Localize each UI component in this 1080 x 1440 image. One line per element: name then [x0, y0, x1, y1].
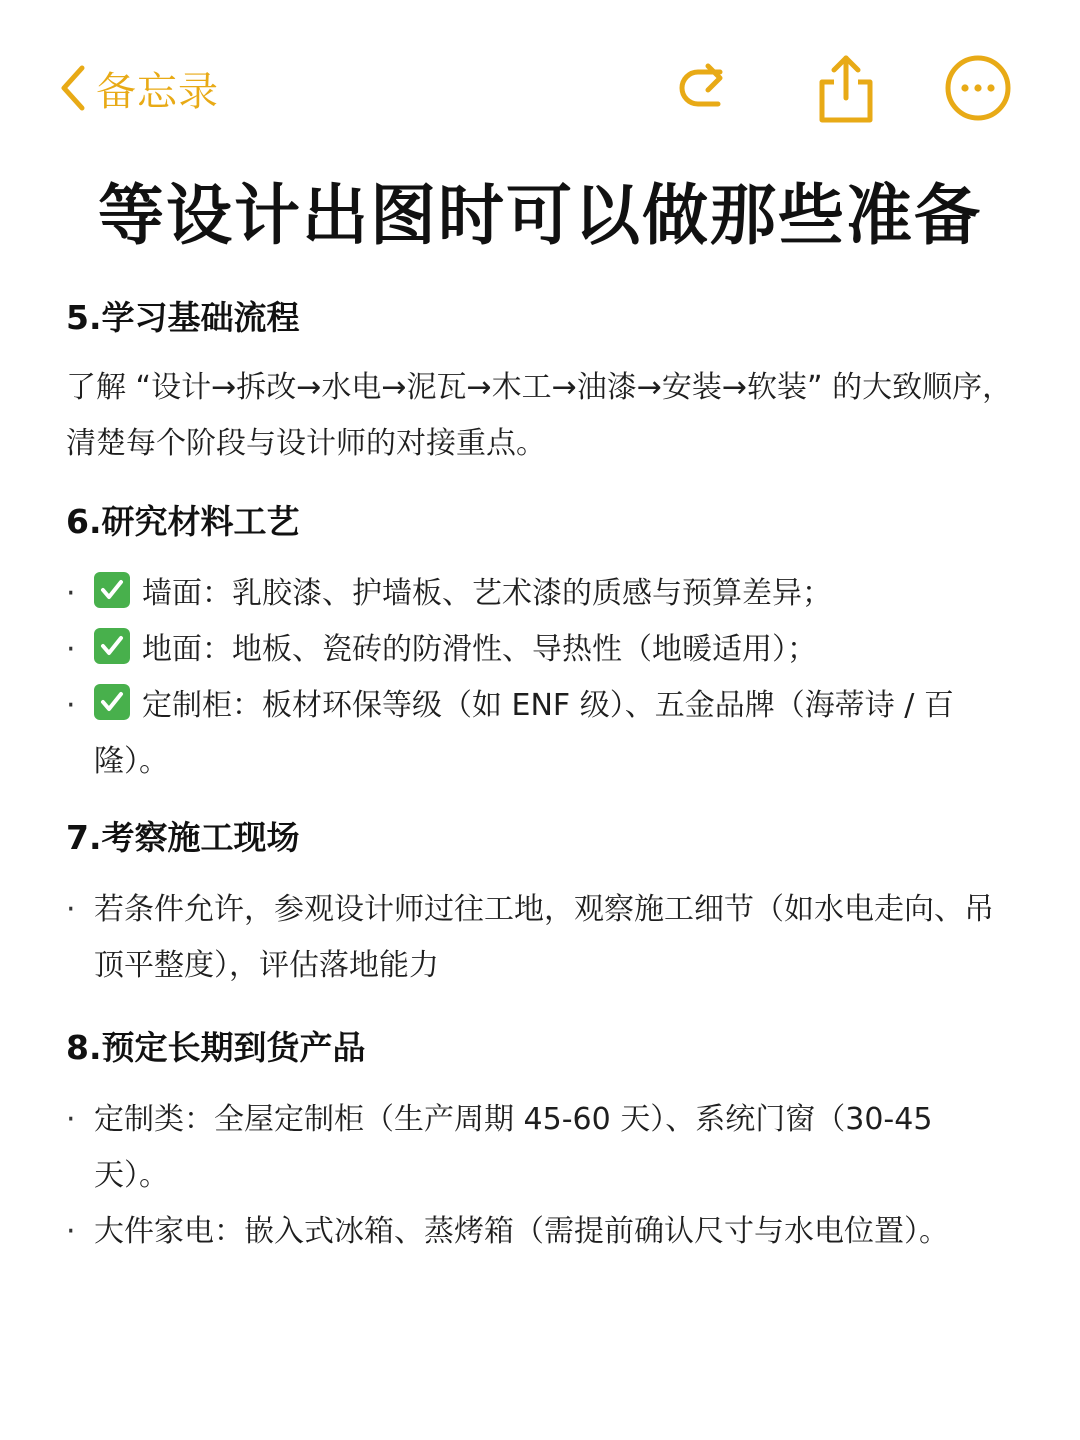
note-title: 等设计出图时可以做那些准备	[98, 177, 982, 254]
section-heading: 7.考察施工现场	[66, 818, 300, 857]
redo-icon	[668, 56, 732, 120]
section-heading: 5.学习基础流程	[66, 298, 300, 337]
list-item	[66, 882, 1016, 994]
list-item	[66, 678, 1016, 790]
share-button[interactable]	[808, 50, 884, 126]
bullet-dot: ·	[66, 688, 76, 723]
bullet-list	[66, 566, 1016, 790]
share-icon	[814, 52, 878, 124]
bullet-dot: ·	[66, 1102, 76, 1137]
list-item	[66, 1204, 1016, 1260]
bullet-dot: ·	[66, 576, 76, 611]
list-item	[66, 566, 1016, 622]
note-body	[66, 286, 1016, 1276]
back-label: 备忘录	[96, 68, 219, 115]
list-item-text: 若条件允许，参观设计师过往工地，观察施工细节（如水电走向、吊顶平整度），评估落地能力	[94, 892, 994, 983]
bullet-dot: ·	[66, 632, 76, 667]
more-button[interactable]	[940, 50, 1016, 126]
bullet-dot: ·	[66, 892, 76, 927]
list-item	[66, 1092, 1016, 1204]
checkmark-icon	[94, 572, 130, 608]
nav-bar	[0, 40, 1080, 136]
list-item-text: 定制柜：板材环保等级（如 ENF 级）、五金品牌（海蒂诗 / 百隆）。	[94, 688, 954, 779]
bullet-dot: ·	[66, 1214, 76, 1249]
bullet-list	[66, 1092, 1016, 1260]
redo-button[interactable]	[662, 50, 738, 126]
checkmark-icon	[94, 684, 130, 720]
list-item-text: 地面：地板、瓷砖的防滑性、导热性（地暖适用）；	[142, 632, 817, 667]
section-heading: 6.研究材料工艺	[66, 502, 300, 541]
list-item-text: 墙面：乳胶漆、护墙板、艺术漆的质感与预算差异；	[142, 576, 832, 611]
more-icon	[944, 54, 1012, 122]
list-item-text: 定制类：全屋定制柜（生产周期 45-60 天）、系统门窗（30-45 天）。	[94, 1102, 933, 1193]
section-heading: 8.预定长期到货产品	[66, 1028, 366, 1067]
list-item	[66, 622, 1016, 678]
list-item-text: 大件家电：嵌入式冰箱、蒸烤箱（需提前确认尺寸与水电位置）。	[94, 1214, 949, 1249]
bullet-list	[66, 882, 1016, 994]
chevron-left-icon	[60, 64, 88, 112]
back-button[interactable]	[60, 58, 219, 118]
checkmark-icon	[94, 628, 130, 664]
section-paragraph: 了解 “设计→拆改→水电→泥瓦→木工→油漆→安装→软装” 的大致顺序，清楚每个阶段与设计师的对接重点。	[66, 370, 1013, 461]
